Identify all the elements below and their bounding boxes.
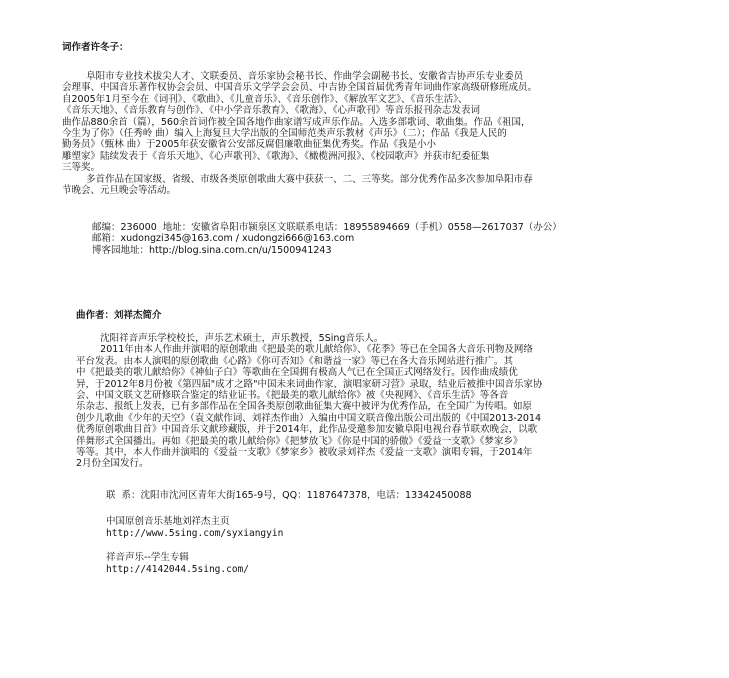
bio-line: 勤务员》（甄林 曲）于2005年获安徽省公安部反腐倡廉歌曲征集优秀奖。作品《我是小小	[62, 139, 436, 151]
contact-line: 邮箱：xudongzi345@163.com / xudongzi666@163.com	[92, 233, 355, 245]
author2-contact: 联 系：沈阳市沈河区青年大街165-9号，QQ：1187647378，电话：13342450088	[106, 490, 472, 501]
studio-label: 祥音声乐--学生专辑	[106, 552, 189, 563]
author1-bio	[62, 71, 537, 196]
contact-line: 博客园地址：http://blog.sina.com.cn/u/1500941243	[92, 244, 332, 256]
contact-line: 邮编：236000 地址：安徽省阜阳市颍泉区文联联系电话：18955894669（手机）0558—2617037（办公）	[92, 222, 562, 233]
bio-line: 等等。其中，本人作曲并演唱的《爱益一支歌》《梦家乡》被收录刘祥杰《爱益一支歌》演唱专辑，于2014年	[76, 447, 533, 459]
bio-line: 会、中国文联文艺研修联合鉴定的结业证书。《把最美的歌儿献给你》被《央视网》、《音乐生活》等各音	[76, 390, 509, 402]
bio-line: 自2005年1月至今在《词刊》、《歌曲》、《儿童音乐》、《音乐创作》、《解放军文艺》、《音乐生活》、	[62, 93, 468, 105]
bio-line: 今生为了你》（任秀岭 曲）编入上海复旦大学出版的全国师范类声乐教材《声乐》（二）；作品《我是人民的	[62, 128, 507, 140]
bio-line: 多首作品在国家级、省级、市级各类原创歌曲大赛中获获一、二、三等奖。部分优秀作品多次参加阜阳市春	[62, 173, 533, 185]
studio-link[interactable]: http://4142044.5sing.com/	[106, 564, 249, 575]
bio-line: 中《把最美的歌儿献给你》《神仙子白》等歌曲在全国拥有极高人气已在全国正式网络发行。因作曲成绩优	[76, 367, 518, 379]
homepage-label: 中国原创音乐基地刘祥杰主页	[106, 516, 230, 527]
author2-bio	[76, 333, 542, 470]
bio-line: 优秀原创歌曲目首》中国音乐文献珍藏版，并于2014年，此作品受邀参加安徽阜阳电视台春节联欢晚会，以歌	[76, 424, 538, 436]
bio-line: 曲作品880余首（篇），560余首词作被全国各地作曲家谱写成声乐作品。入选多部歌词、歌曲集。作品《祖国，	[62, 116, 531, 128]
bio-line: 会理事、中国音乐著作权协会会员、中国音乐文学学会会员、中吉协全国首届优秀青年词曲作家高级研修班成员。	[62, 82, 538, 94]
bio-line: 《音乐天地》、《音乐教育与创作》、《中小学音乐教育》、《歌海》、《心声歌刊》等音乐报刊杂志发表词	[62, 105, 481, 117]
bio-line: 2月份全国发行。	[76, 458, 149, 470]
bio-line: 伴舞形式全国播出。再如《把最美的歌儿献给你》《把梦放飞》《你是中国的骄傲》《爱益一支歌》《梦家乡》	[76, 435, 523, 447]
bio-line: 异，于2012年8月份被《第四届"成才之路"中国未来词曲作家、演唱家研习营》录取，结业后被推中国音乐家协	[76, 378, 543, 390]
bio-line: 2011年由本人作曲并演唱的原创歌曲《把最美的歌儿献给你》、《花季》等已在全国各大音乐刊物及网络	[76, 344, 533, 356]
author1-heading: 词作者许冬子：	[62, 42, 129, 53]
homepage-link[interactable]: http://www.5sing.com/syxiangyin	[106, 528, 284, 539]
bio-line: 节晚会、元旦晚会等活动。	[62, 185, 177, 197]
bio-line: 平台发表。由本人演唱的原创歌曲《心路》《你可否知》《和谐益一家》等已在各大音乐网站进行推广。其	[76, 355, 514, 367]
bio-line: 雕塑家》陆续发表于《音乐天地》、《心声歌刊》、《歌海》、《橄榄洲河报》、《校园歌声》并获市纪委征集	[62, 150, 490, 162]
author1-contact	[92, 222, 562, 256]
bio-line: 三等奖。	[62, 162, 101, 174]
bio-line: 创少儿歌曲《少年的天空》（袁文献作词、刘祥杰作曲）入编由中国文联音像出版公司出版的《中国2013-2014	[76, 412, 542, 424]
author2-heading: 曲作者：刘祥杰简介	[76, 310, 162, 321]
bio-line: 阜阳市专业技术拔尖人才、文联委员、音乐家协会秘书长、作曲学会副秘书长、安徽省吉协声乐专业委员	[62, 71, 524, 82]
bio-line: 乐杂志、报纸上发表，已有多部作品在全国各类原创歌曲征集大赛中被评为优秀作品，在全国广为传唱。如原	[76, 401, 533, 413]
bio-line: 沈阳祥音声乐学校校长，声乐艺术硕士，声乐教授，5Sing音乐人。	[76, 333, 384, 344]
